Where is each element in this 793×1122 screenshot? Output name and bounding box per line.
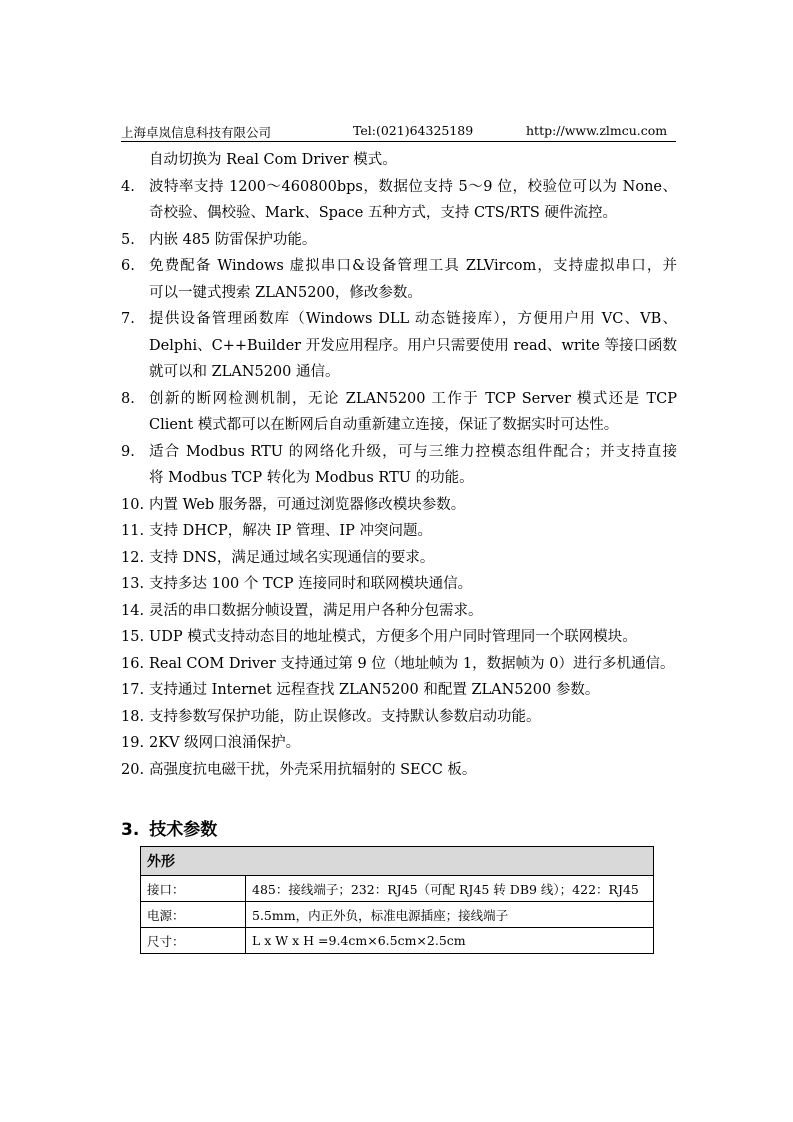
feature-line: 内嵌 485 防雷保护功能。 (149, 231, 317, 248)
feature-item (121, 386, 677, 439)
feature-continuation (121, 147, 677, 174)
header-tel: Tel:(021)64325189 (353, 123, 474, 138)
feature-item (121, 598, 677, 625)
spec-row (141, 902, 654, 928)
feature-line: Delphi、C++Builder 开发应用程序。用户只需要使用 read、write 等接口函数 (149, 337, 677, 354)
feature-item (121, 545, 677, 572)
feature-line: 自动切换为 Real Com Driver 模式。 (149, 152, 397, 168)
feature-item (121, 651, 677, 678)
feature-line: 适合 Modbus RTU 的网络化升级，可与三维力控模态组件配合；并支持直接 (149, 443, 677, 460)
spec-group-title: 外形 (141, 847, 654, 876)
feature-line: UDP 模式支持动态目的地址模式，方便多个用户同时管理同一个联网模块。 (149, 629, 637, 645)
spec-row (141, 876, 654, 902)
feature-line: 可以一键式搜索 ZLAN5200，修改参数。 (149, 284, 422, 301)
feature-number: 16. (121, 655, 145, 672)
feature-item (121, 677, 677, 704)
feature-line: 灵活的串口数据分帧设置，满足用户各种分包需求。 (149, 602, 483, 619)
header-url: http://www.zlmcu.com (526, 123, 668, 138)
feature-line: 高强度抗电磁干扰，外壳采用抗辐射的 SECC 板。 (149, 761, 477, 778)
feature-list (121, 147, 677, 783)
feature-line: 提供设备管理函数库（Windows DLL 动态链接库），方便用户用 VC、VB、 (149, 311, 677, 327)
feature-number: 20. (121, 761, 145, 778)
feature-line: 支持 DNS，满足通过域名实现通信的要求。 (149, 549, 435, 566)
feature-number: 17. (121, 682, 145, 698)
feature-line: 2KV 级网口浪涌保护。 (149, 735, 301, 751)
feature-line: 支持通过 Internet 远程查找 ZLAN5200 和配置 ZLAN5200 参数。 (149, 682, 600, 698)
feature-number: 14. (121, 602, 145, 619)
spec-value: L x W x H =9.4cm×6.5cm×2.5cm (246, 928, 654, 954)
spec-row (141, 928, 654, 954)
feature-item (121, 730, 677, 757)
feature-number: 9. (121, 443, 135, 460)
feature-number: 8. (121, 390, 135, 407)
feature-number: 5. (121, 231, 135, 248)
feature-number: 10. (121, 496, 145, 513)
feature-line: 支持参数写保护功能，防止误修改。支持默认参数启动功能。 (149, 708, 541, 725)
spec-key: 电源： (141, 902, 246, 928)
section-heading (121, 815, 217, 840)
feature-number: 18. (121, 708, 145, 725)
feature-number: 7. (121, 311, 135, 327)
section-title: 技术参数 (149, 820, 218, 840)
feature-number: 12. (121, 549, 145, 566)
feature-item (121, 227, 677, 254)
feature-number: 6. (121, 258, 135, 274)
spec-key: 尺寸： (141, 928, 246, 954)
spec-key: 接口： (141, 876, 246, 902)
feature-item (121, 492, 677, 519)
feature-item (121, 704, 677, 731)
feature-item (121, 306, 677, 386)
feature-number: 13. (121, 576, 145, 592)
feature-item (121, 624, 677, 651)
feature-item (121, 439, 677, 492)
feature-item (121, 253, 677, 306)
feature-item (121, 174, 677, 227)
feature-item (121, 518, 677, 545)
feature-line: 免费配备 Windows 虚拟串口&设备管理工具 ZLVircom，支持虚拟串口，并 (149, 258, 677, 274)
spec-table (140, 846, 654, 954)
feature-line: 支持 DHCP，解决 IP 管理、IP 冲突问题。 (149, 523, 433, 539)
header-company: 上海卓岚信息科技有限公司 (121, 125, 272, 140)
feature-item (121, 757, 677, 784)
feature-line: 波特率支持 1200～460800bps，数据位支持 5～9 位，校验位可以为 None、 (149, 178, 677, 195)
spec-value: 5.5mm，内正外负，标准电源插座；接线端子 (246, 902, 654, 928)
feature-line: Client 模式都可以在断网后自动重新建立连接，保证了数据实时可达性。 (149, 417, 619, 433)
spec-group-row (141, 847, 654, 876)
feature-line: 支持多达 100 个 TCP 连接同时和联网模块通信。 (149, 576, 473, 592)
feature-number: 15. (121, 629, 145, 645)
feature-line: 创新的断网检测机制，无论 ZLAN5200 工作于 TCP Server 模式还是 TCP (149, 390, 677, 407)
feature-number: 19. (121, 735, 145, 751)
spec-value: 485：接线端子；232：RJ45（可配 RJ45 转 DB9 线）；422：RJ45 (246, 876, 654, 902)
feature-line: 内置 Web 服务器，可通过浏览器修改模块参数。 (149, 496, 466, 513)
feature-line: 将 Modbus TCP 转化为 Modbus RTU 的功能。 (149, 470, 474, 486)
page-header (121, 121, 676, 142)
feature-line: Real COM Driver 支持通过第 9 位（地址帧为 1，数据帧为 0）进行多机通信。 (149, 655, 675, 672)
feature-line: 就可以和 ZLAN5200 通信。 (149, 364, 340, 380)
feature-number: 4. (121, 178, 135, 195)
section-number: 3. (121, 820, 140, 840)
feature-line: 奇校验、偶校验、Mark、Space 五种方式，支持 CTS/RTS 硬件流控。 (149, 205, 617, 221)
feature-item (121, 571, 677, 598)
feature-number: 11. (121, 523, 145, 539)
